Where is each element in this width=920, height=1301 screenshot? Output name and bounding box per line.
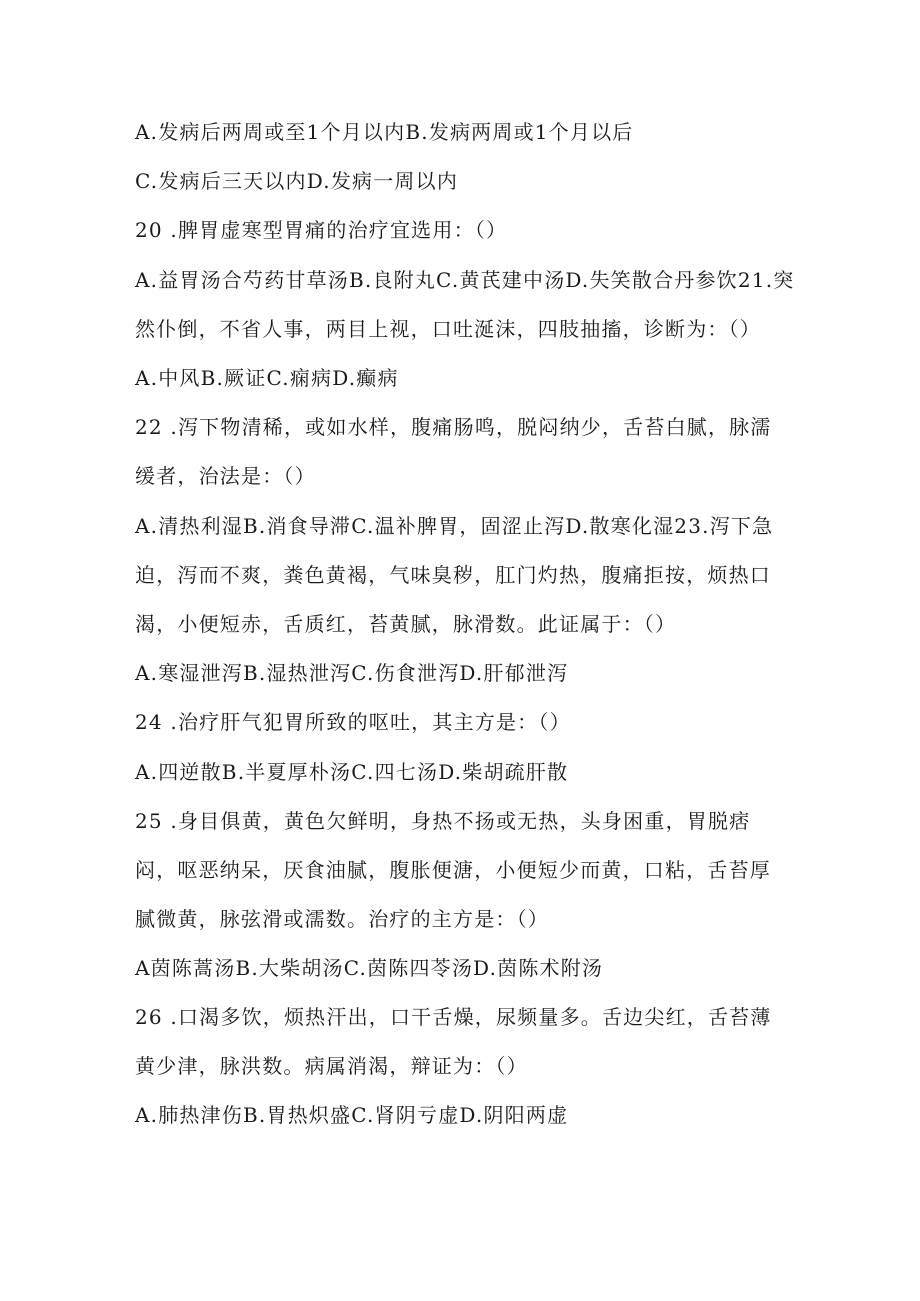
text-line: A.益胃汤合芍药甘草汤B.良附丸C.黄芪建中汤D.失笑散合丹参饮21.突: [135, 268, 795, 292]
question-22: 22 .泻下物清稀，或如水样，腹痛肠鸣，脱闷纳少，舌苔白腻，脉濡: [135, 415, 772, 439]
text-line: 然仆倒，不省人事，两目上视，口吐涎沫，四肢抽搐，诊断为：（）: [135, 317, 761, 341]
text-line: 缓者，治法是：（）: [135, 464, 316, 488]
text-line: C.发病后三天以内D.发病一周以内: [135, 169, 459, 193]
question-24: 24 .治疗肝气犯胃所致的呕吐，其主方是：（）: [135, 710, 571, 734]
question-25: 25 .身目俱黄，黄色欠鲜明，身热不扬或无热，头身困重，胃脱痞: [135, 809, 751, 833]
text-line: 黄少津，脉洪数。病属消渴，辩证为：（）: [135, 1054, 528, 1078]
text-line: 闷，呕恶纳呆，厌食油腻，腹胀便溏，小便短少而黄，口粘，舌苔厚: [135, 858, 771, 882]
text-line: A.清热利湿B.消食导滞C.温补脾胃，固涩止泻D.散寒化湿23.泻下急: [135, 514, 774, 538]
question-20: 20 .脾胃虚寒型胃痛的治疗宜选用：（）: [135, 218, 508, 242]
text-line: A茵陈蒿汤B.大柴胡汤C.茵陈四苓汤D.茵陈术附汤: [135, 956, 604, 980]
text-line: A.肺热津伤B.胃热炽盛C.肾阴亏虚D.阴阳两虚: [135, 1103, 569, 1127]
text-line: 渴，小便短赤，舌质红，苔黄腻，脉滑数。此证属于：（）: [135, 612, 677, 636]
text-line: A.四逆散B.半夏厚朴汤C.四七汤D.柴胡疏肝散: [135, 760, 569, 784]
text-line: 腻微黄，脉弦滑或濡数。治疗的主方是：（）: [135, 907, 549, 931]
question-26: 26 .口渴多饮，烦热汗出，口干舌燥，尿频量多。舌边尖红，舌苔薄: [135, 1005, 772, 1029]
text-line: A.发病后两周或至1个月以内B.发病两周或1个月以后: [135, 120, 634, 144]
text-line: A.中风B.厥证C.痫病D.癫病: [135, 366, 399, 390]
text-line: 迫，泻而不爽，粪色黄褐，气味臭秽，肛门灼热，腹痛拒按，烦热口: [135, 563, 771, 587]
text-line: A.寒湿泄泻B.湿热泄泻C.伤食泄泻D.肝郁泄泻: [135, 661, 569, 685]
